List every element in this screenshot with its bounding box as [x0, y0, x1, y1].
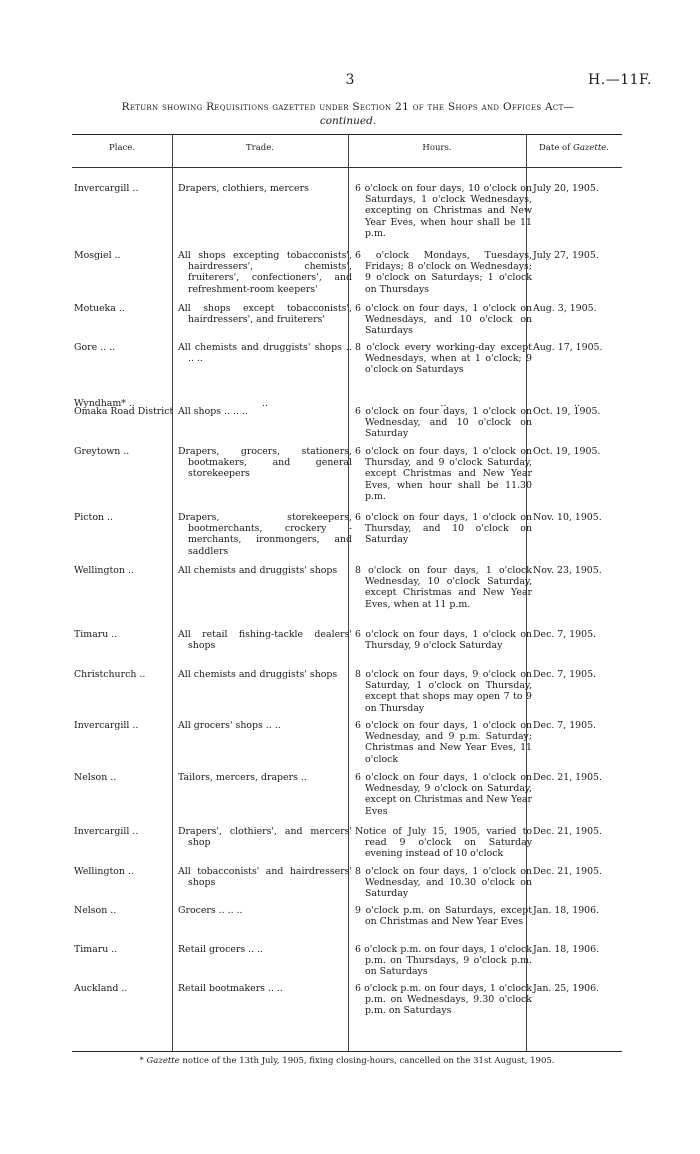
cell-place: Invercargill .. — [74, 183, 139, 194]
cell-place: Invercargill .. — [74, 720, 139, 731]
title-main: Return showing Requisitions gazetted under Section 21 of the Shops and Offices Act— — [121, 101, 575, 113]
cell-date: Oct. 19, 1905. — [533, 446, 601, 457]
cell-hours: 6 o'clock p.m. on four days, 1 o'clock p.m. on Wednesdays, 9.30 o'clock p.m. on Saturdays — [355, 983, 532, 1017]
cell-hours: 6 o'clock on four days, 10 o'clock on Saturdays, 1 o'clock Wednesdays, excepting on Christmas and New Year Eves, when hour shall be 11 p.m. — [355, 183, 532, 239]
cell-hours: Notice of July 15, 1905, varied to read 9 o'clock on Saturday evening instead of 10 o'clock — [355, 826, 532, 860]
title-continued: continued. — [319, 115, 377, 127]
header-place: Place. — [109, 143, 135, 153]
cell-date: Aug. 17, 1905. — [533, 342, 603, 353]
footnote — [72, 1056, 622, 1066]
cell-trade: Drapers, storekeepers, bootmerchants, crockery - merchants, ironmongers, and saddlers — [178, 512, 352, 557]
cell-hours: 6 o'clock Mondays, Tuesdays, Fridays; 8 o'clock on Wednesdays; 9 o'clock on Saturdays; 1 o'clock on Thursdays — [355, 250, 532, 295]
cell-date: Jan. 25, 1906. — [533, 983, 600, 994]
cell-trade: All chemists and druggists' shops — [178, 669, 338, 680]
footnote-gazette: Gazette — [146, 1056, 180, 1066]
cell-date: Jan. 18, 1906. — [533, 944, 600, 955]
cell-trade: Drapers, clothiers, mercers — [178, 183, 309, 194]
cell-place: Mosgiel .. — [74, 250, 121, 261]
cell-place: Christchurch .. — [74, 669, 146, 680]
cell-date: Aug. 3, 1905. — [533, 303, 597, 314]
cell-date: .. — [574, 398, 580, 409]
cell-trade: Tailors, mercers, drapers .. — [178, 772, 307, 783]
header-date-italic: Gazette. — [573, 143, 609, 153]
cell-place: Wellington .. — [74, 866, 134, 877]
cell-hours: 6 o'clock on four days, 1 o'clock on Thursday, and 10 o'clock on Saturday — [355, 512, 532, 546]
cell-hours: .. — [440, 398, 447, 409]
cell-trade: Grocers .. .. .. — [178, 905, 243, 916]
cell-trade: Retail grocers .. .. — [178, 944, 264, 955]
cell-date: Dec. 7, 1905. — [533, 629, 597, 640]
cell-hours: 8 o'clock every working-day except Wednesdays, when at 1 o'clock; 9 o'clock on Saturdays — [355, 342, 532, 376]
cell-trade: .. — [262, 398, 268, 409]
header-date-prefix: Date of — [539, 143, 574, 153]
cell-place: Omaka Road District — [74, 406, 174, 417]
cell-date: Nov. 23, 1905. — [533, 565, 602, 576]
cell-hours: 6 o'clock on four days, 1 o'clock on Wednesdays, and 10 o'clock on Saturdays — [355, 303, 532, 337]
cell-place: Nelson .. — [74, 905, 117, 916]
cell-date: Dec. 21, 1905. — [533, 826, 603, 837]
cell-date: Oct. 19, 1905. — [533, 406, 601, 417]
cell-date: Dec. 21, 1905. — [533, 866, 603, 877]
cell-trade: Retail bootmakers .. .. — [178, 983, 283, 994]
cell-hours: 8 o'clock on four days, 1 o'clock on Wednesday, and 10.30 o'clock on Saturday — [355, 866, 532, 900]
header-bottom-rule — [72, 167, 622, 168]
cell-trade: All shops except tobacconists', hairdressers', and fruiterers' — [178, 303, 352, 326]
cell-hours: 6 o'clock p.m. on four days, 1 o'clock p.m. on Thursdays, 9 o'clock p.m. on Saturdays — [355, 944, 532, 978]
cell-hours: 8 o'clock on four days, 1 o'clock Wednesday, 10 o'clock Saturday, except Christmas and New Year Eves, when at 11 p.m. — [355, 565, 532, 610]
cell-hours: 6 o'clock on four days, 1 o'clock on Wednesday, and 10 o'clock on Saturday — [355, 406, 532, 440]
cell-trade: All tobacconists' and hairdressers' shops — [178, 866, 352, 889]
cell-trade: All grocers' shops .. .. — [178, 720, 281, 731]
cell-place: Picton .. — [74, 512, 113, 523]
cell-hours: 8 o'clock on four days, 9 o'clock on Saturday, 1 o'clock on Thursday, except that shops may open 7 to 9 on Thursday — [355, 669, 532, 714]
cell-place: Wellington .. — [74, 565, 134, 576]
footnote-text: notice of the 13th July, 1905, fixing closing-hours, cancelled on the 31st August, 1905. — [179, 1056, 555, 1066]
cell-date: Dec. 7, 1905. — [533, 669, 597, 680]
cell-hours: 6 o'clock on four days, 1 o'clock on Thursday, and 9 o'clock Saturday, except Christmas and New Year Eves, when hour shall be 11.30 p.m. — [355, 446, 532, 502]
table-top-rule — [72, 134, 622, 135]
page-number: 3 — [345, 72, 355, 88]
cell-place: Timaru .. — [74, 629, 118, 640]
footnote-prefix: * — [139, 1056, 147, 1066]
header-trade: Trade. — [246, 143, 274, 153]
cell-trade: All chemists and druggists' shops .. .. .. — [178, 342, 352, 365]
cell-date: Nov. 10, 1905. — [533, 512, 602, 523]
cell-hours: 6 o'clock on four days, 1 o'clock on Wednesday, and 9 p.m. Saturday; Christmas and New Year Eves, 11 o'clock — [355, 720, 532, 765]
header-hours: Hours. — [422, 143, 452, 153]
cell-place: Gore .. .. — [74, 342, 116, 353]
cell-date: July 27, 1905. — [533, 250, 599, 261]
document-reference: H.—11F. — [588, 72, 652, 88]
cell-place: Greytown .. — [74, 446, 130, 457]
cell-hours: 6 o'clock on four days, 1 o'clock on Thursday, 9 o'clock Saturday — [355, 629, 532, 652]
cell-trade: Drapers, grocers, stationers, bootmakers, and general storekeepers — [178, 446, 352, 480]
cell-trade: All retail fishing-tackle dealers' shops — [178, 629, 352, 652]
cell-trade: All chemists and druggists' shops — [178, 565, 338, 576]
cell-place: Wyndham* .. — [74, 398, 135, 409]
page-title — [72, 100, 624, 128]
table-header — [72, 143, 622, 163]
cell-place: Auckland .. — [74, 983, 128, 994]
cell-trade: Drapers', clothiers', and mercers' shop — [178, 826, 352, 849]
cell-trade: All shops .. .. .. — [178, 406, 248, 417]
cell-trade: All shops excepting tobacconists', hairdressers', chemists', fruiterers', confectioners', and refreshment-room keepers' — [178, 250, 352, 295]
cell-place: Timaru .. — [74, 944, 118, 955]
cell-place: Motueka .. — [74, 303, 125, 314]
cell-place: Nelson .. — [74, 772, 117, 783]
cell-hours: 6 o'clock on four days, 1 o'clock on Wednesday, 9 o'clock on Saturday, except on Christmas and New Year Eves — [355, 772, 532, 817]
cell-date: Dec. 21, 1905. — [533, 772, 603, 783]
cell-date: July 20, 1905. — [533, 183, 599, 194]
cell-date: Dec. 7, 1905. — [533, 720, 597, 731]
cell-hours: 9 o'clock p.m. on Saturdays, except on Christmas and New Year Eves — [355, 905, 532, 928]
table-bottom-rule — [72, 1051, 622, 1052]
header-date — [526, 143, 622, 153]
cell-place: Invercargill .. — [74, 826, 139, 837]
cell-date: Jan. 18, 1906. — [533, 905, 600, 916]
